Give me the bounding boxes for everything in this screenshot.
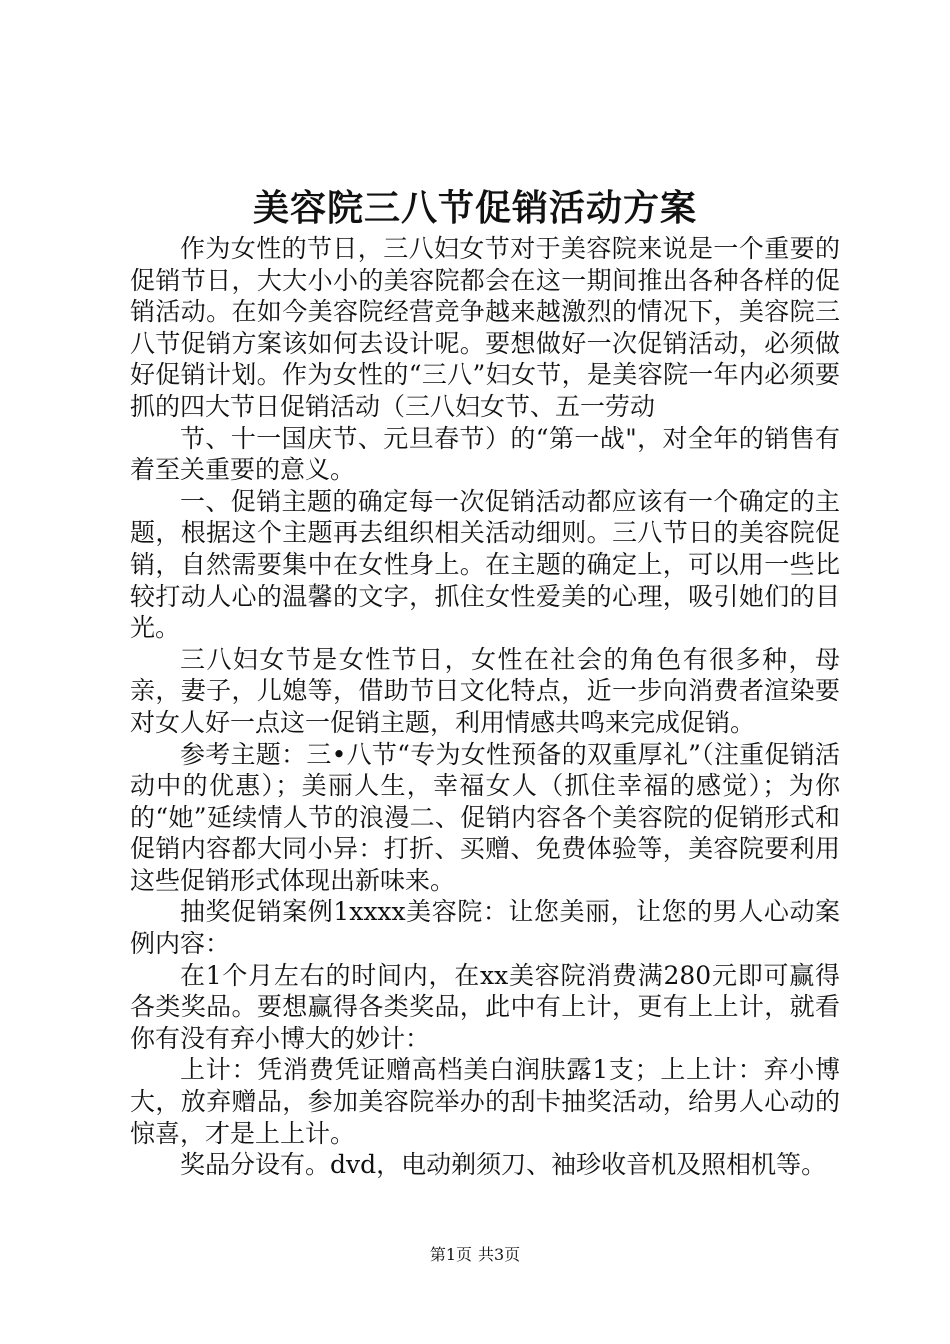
page-total: 共3页 xyxy=(478,1245,521,1264)
paragraph: 奖品分设有。dvd，电动剃须刀、袖珍收音机及照相机等。 xyxy=(180,1150,827,1180)
paragraph: 三八妇女节是女性节日，女性在社会的角色有很多种，母亲，妻子，儿媳等，借助节日文化特点，近一步向消费者渲染要对女人好一点这一促销主题，利用情感共鸣来完成促销。 xyxy=(130,644,840,737)
document-body xyxy=(130,233,840,1181)
document-title: 美容院三八节促销活动方案 xyxy=(252,187,697,229)
paragraph: 上计：凭消费凭证赠高档美白润肤露1支；上上计：弃小博大，放弃赠品，参加美容院举办的刮卡抽奖活动，给男人心动的惊喜，才是上上计。 xyxy=(130,1055,840,1148)
paragraph: 抽奖促销案例1xxxx美容院：让您美丽，让您的男人心动案例内容： xyxy=(130,897,840,959)
paragraph: 参考主题：三•八节“专为女性预备的双重厚礼”（注重促销活动中的优惠）；美丽人生，幸福女人（抓住幸福的感觉）；为你的“她”延续情人节的浪漫二、促销内容各个美容院的促销形式和促销内容都大同小异：打折、买赠、免费体验等，美容院要利用这些促销形式体现出新味来。 xyxy=(130,739,840,895)
paragraph: 在1个月左右的时间内，在xx美容院消费满280元即可赢得各类奖品。要想赢得各类奖品，此中有上计，更有上上计，就看你有没有弃小博大的妙计： xyxy=(130,960,840,1053)
paragraph: 作为女性的节日，三八妇女节对于美容院来说是一个重要的促销节日，大大小小的美容院都会在这一期间推出各种各样的促销活动。在如今美容院经营竞争越来越激烈的情况下，美容院三八节促销方案该如何去设计呢。要想做好一次促销活动，必须做好促销计划。作为女性的“三八”妇女节，是美容院一年内必须要抓的四大节日促销活动（三八妇女节、五一劳动 xyxy=(130,234,840,421)
paragraph: 节、十一国庆节、元旦春节）的“第一战"，对全年的销售有着至关重要的意义。 xyxy=(130,423,840,485)
paragraph: 一、促销主题的确定每一次促销活动都应该有一个确定的主题，根据这个主题再去组织相关活动细则。三八节日的美容院促销，自然需要集中在女性身上。在主题的确定上，可以用一些比较打动人心的温馨的文字，抓住女性爱美的心理，吸引她们的目光。 xyxy=(130,486,840,643)
page-footer xyxy=(0,1243,950,1267)
page-number: 第1页 xyxy=(429,1245,472,1264)
